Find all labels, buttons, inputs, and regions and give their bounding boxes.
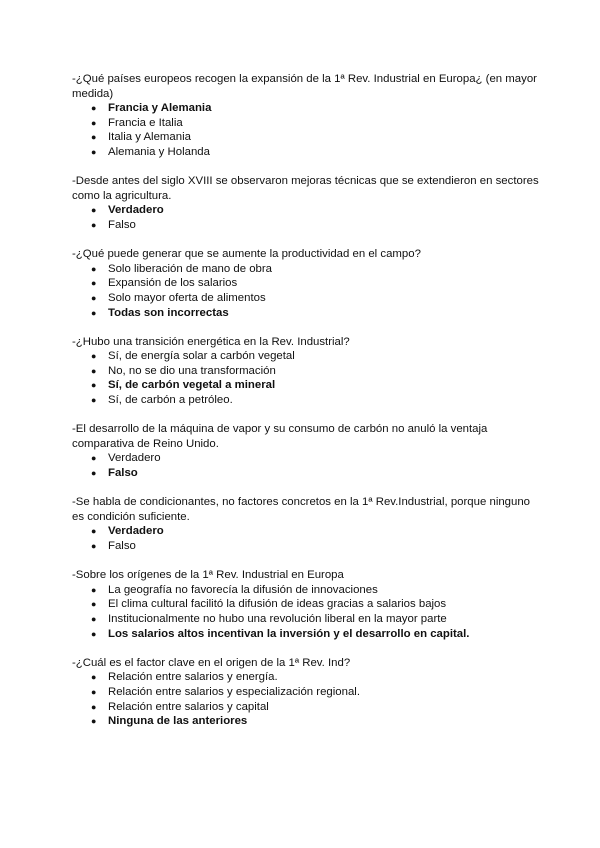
option-text: Ninguna de las anteriores [108, 715, 248, 728]
option-text: Verdadero [108, 204, 164, 217]
question-6 [72, 495, 540, 553]
option-text: Italia y Alemania [108, 131, 191, 144]
option-text: Francia e Italia [108, 116, 183, 129]
option-item [72, 218, 540, 233]
option-item [72, 524, 540, 539]
bullet-icon: ● [91, 599, 97, 610]
bullet-icon: ● [91, 132, 97, 143]
bullet-icon: ● [91, 716, 97, 727]
question-8 [72, 656, 540, 729]
question-text: -¿Qué países europeos recogen la expansión de la 1ª Rev. Industrial en Europa¿ (en mayor medida) [72, 73, 537, 100]
option-list [72, 262, 540, 320]
option-item [72, 276, 540, 291]
option-text: Francia y Alemania [108, 102, 212, 115]
option-item [72, 349, 540, 364]
bullet-icon: ● [91, 103, 97, 114]
bullet-icon: ● [91, 453, 97, 464]
bullet-icon: ● [91, 380, 97, 391]
option-text: La geografía no favorecía la difusión de innovaciones [108, 583, 378, 596]
question-text: -¿Cuál es el factor clave en el origen de la 1ª Rev. Ind? [72, 656, 351, 669]
option-text: Los salarios altos incentivan la inversión y el desarrollo en capital. [108, 627, 470, 640]
bullet-icon: ● [91, 468, 97, 479]
option-item [72, 583, 540, 598]
option-text: Institucionalmente no hubo una revolución liberal en la mayor parte [108, 612, 447, 625]
bullet-icon: ● [91, 701, 97, 712]
bullet-icon: ● [91, 307, 97, 318]
option-text: Relación entre salarios y capital [108, 700, 269, 713]
bullet-icon: ● [91, 541, 97, 551]
question-2 [72, 174, 540, 232]
question-text: -Se habla de condicionantes, no factores concretos en la 1ª Rev.Industrial, porque ninguno es condición suficiente. [72, 496, 531, 523]
option-item [72, 203, 540, 218]
question-4 [72, 335, 540, 408]
option-item [72, 393, 540, 408]
bullet-icon: ● [91, 613, 97, 624]
option-text: Solo mayor oferta de alimentos [108, 291, 266, 304]
bullet-icon: ● [91, 263, 97, 274]
bullet-icon: ● [91, 628, 97, 639]
option-item [72, 130, 540, 145]
option-list [72, 670, 540, 728]
option-item [72, 466, 540, 481]
question-text: -El desarrollo de la máquina de vapor y su consumo de carbón no anuló la ventaja comparativa de Reino Unido. [72, 423, 488, 450]
option-text: Solo liberación de mano de obra [108, 262, 273, 275]
option-item [72, 101, 540, 116]
option-text: Expansión de los salarios [108, 277, 238, 290]
bullet-icon: ● [91, 395, 97, 406]
document-page [72, 72, 540, 743]
question-text: -Sobre los orígenes de la 1ª Rev. Industrial en Europa [72, 569, 344, 582]
option-list [72, 203, 540, 232]
option-item [72, 378, 540, 393]
question-1 [72, 72, 540, 160]
question-text: -¿Hubo una transición energética en la Rev. Industrial? [72, 335, 350, 348]
option-text: Sí, de carbón a petróleo. [108, 394, 233, 407]
bullet-icon: ● [91, 526, 97, 537]
bullet-icon: ● [91, 146, 97, 157]
option-item [72, 145, 540, 160]
question-text: -Desde antes del siglo XVIII se observaron mejoras técnicas que se extendieron en sectores como la agricultura. [72, 175, 539, 202]
bullet-icon: ● [91, 117, 97, 128]
option-list [72, 583, 540, 641]
option-text: Alemania y Holanda [108, 145, 210, 158]
option-text: Relación entre salarios y energía. [108, 671, 278, 684]
question-7 [72, 568, 540, 641]
question-3 [72, 247, 540, 320]
option-item [72, 291, 540, 306]
option-item [72, 714, 540, 729]
option-text: No, no se dio una transformación [108, 364, 276, 377]
option-item [72, 612, 540, 627]
option-item [72, 627, 540, 642]
bullet-icon: ● [91, 351, 97, 362]
option-text: El clima cultural facilitó la difusión de ideas gracias a salarios bajos [108, 598, 447, 611]
option-text: Verdadero [108, 525, 164, 538]
option-item [72, 685, 540, 700]
option-item [72, 306, 540, 321]
option-item [72, 364, 540, 379]
option-list [72, 101, 540, 159]
option-text: Sí, de energía solar a carbón vegetal [108, 350, 295, 363]
option-text: Falso [108, 467, 138, 480]
bullet-icon: ● [91, 686, 97, 697]
option-text: Falso [108, 540, 136, 552]
bullet-icon: ● [91, 205, 97, 216]
option-text: Todas son incorrectas [108, 306, 229, 319]
bullet-icon: ● [91, 278, 97, 289]
option-item [72, 700, 540, 715]
option-list [72, 349, 540, 407]
bullet-icon: ● [91, 672, 97, 683]
option-list [72, 451, 540, 480]
question-5 [72, 422, 540, 480]
option-item [72, 451, 540, 466]
question-text: -¿Qué puede generar que se aumente la productividad en el campo? [72, 248, 421, 261]
bullet-icon: ● [91, 292, 97, 303]
bullet-icon: ● [91, 219, 97, 230]
bullet-icon: ● [91, 365, 97, 376]
option-item [72, 597, 540, 612]
option-text: Sí, de carbón vegetal a mineral [108, 379, 276, 392]
option-text: Falso [108, 218, 136, 231]
option-item [72, 116, 540, 131]
option-list [72, 524, 540, 553]
option-text: Relación entre salarios y especialización regional. [108, 685, 360, 698]
bullet-icon: ● [91, 584, 97, 595]
option-text: Verdadero [108, 452, 161, 465]
option-item [72, 539, 540, 554]
option-item [72, 262, 540, 277]
option-item [72, 670, 540, 685]
